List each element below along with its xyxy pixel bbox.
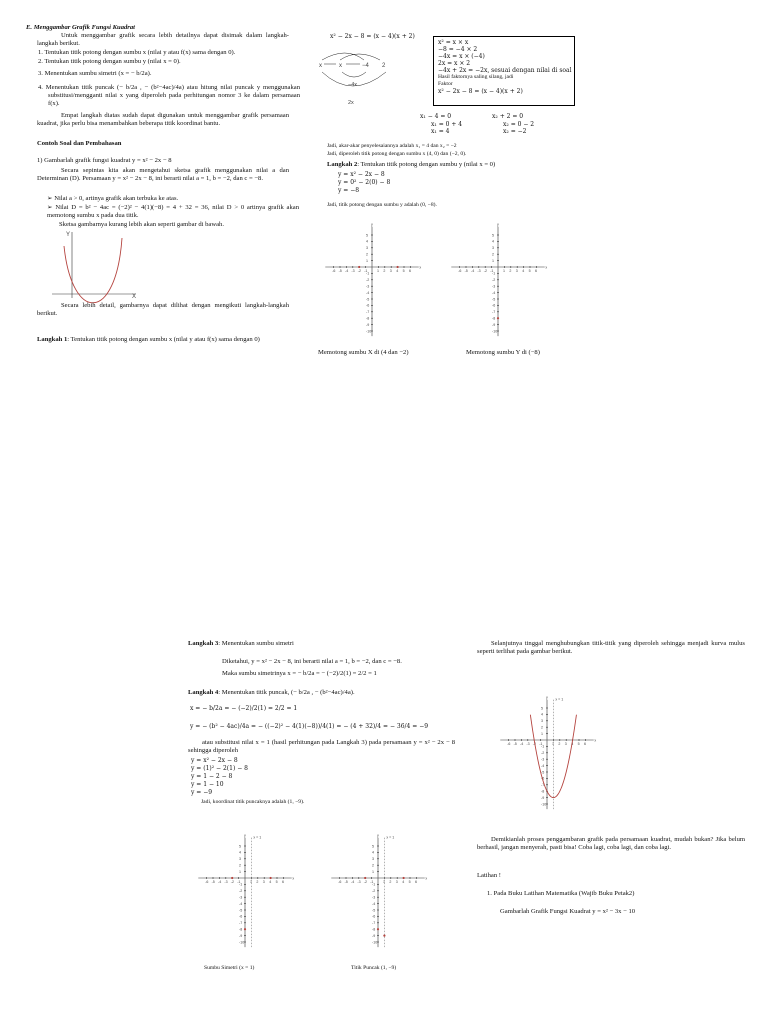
y-tick-label: -10 <box>541 802 547 807</box>
x-tick-label: -3 <box>351 269 355 273</box>
caption-y-intercept: Memotong sumbu Y di (−8) <box>466 349 540 356</box>
factor-line: Hasil faktornya saling silang, jadi <box>438 74 514 80</box>
x-tick-label: 6 <box>535 269 537 273</box>
sketch-note: Sketsa gambarnya kurang lebih akan seperti gambar di bawah. <box>59 221 224 228</box>
y-tick-label: 2 <box>492 252 494 257</box>
step4-line-1: y = x² − 2x − 8 <box>191 757 238 764</box>
step4-line-2: y = (1)² − 2(1) − 8 <box>191 765 248 772</box>
step2-line-1: y = x² − 2x − 8 <box>338 171 385 178</box>
step3-label: Langkah 3 <box>188 640 219 647</box>
y-tick-label: -2 <box>541 751 545 756</box>
factor-line: 2x = x × 2 <box>438 60 471 67</box>
root-left-1: x₁ − 4 = 0 <box>420 113 452 120</box>
x-axis-letter: x <box>419 265 422 270</box>
factor-line: x² − 2x − 8 = (x − 4)(x + 2) <box>438 88 523 95</box>
step4-desc: : Menentukan titik puncak, (− b/2a , − (b²−4ac)/4a). <box>218 689 355 696</box>
y-tick-label: -1 <box>372 882 376 887</box>
y-axis-letter: y <box>377 833 379 838</box>
y-tick-label: -7 <box>372 921 376 926</box>
y-axis-letter: y <box>244 833 246 838</box>
x-tick-label: -2 <box>532 742 537 746</box>
x-tick-label: 6 <box>282 880 284 884</box>
bullet-a-text: Nilai a > 0, artinya grafik akan terbuka ke atas. <box>54 195 179 202</box>
x-tick-label: 5 <box>577 742 580 746</box>
y-tick-label: -8 <box>492 316 496 321</box>
x-tick-label: -2 <box>363 880 368 884</box>
x-axis-letter: x <box>594 738 597 743</box>
factor-line: Faktor <box>438 81 453 87</box>
x-tick-label: -6 <box>507 742 511 746</box>
x-tick-label: -1 <box>364 269 368 273</box>
caption-x-intercepts: Memotong sumbu X di (4 dan −2) <box>318 349 409 356</box>
factor-equation: x² − 2x − 8 = (x − 4)(x + 2) <box>330 33 415 40</box>
x-tick-label: 5 <box>408 880 411 884</box>
y-tick-label: 4 <box>541 712 543 717</box>
x-tick-label: 1 <box>503 269 505 273</box>
y-tick-label: -2 <box>239 889 243 894</box>
diagram-x2: x <box>339 63 342 69</box>
y-tick-label: -10 <box>372 940 378 945</box>
step2-label: Langkah 2 <box>327 161 358 168</box>
y-tick-label: 2 <box>541 725 543 730</box>
y-tick-label: 3 <box>492 246 494 251</box>
step4-y-line: y = − (b² − 4ac)/4a = − ((−2)² − 4(1)(−8))/4(1) = − (4 + 32)/4 = − 36/4 = −9 <box>190 723 429 730</box>
y-tick-label: 4 <box>492 239 494 244</box>
step1-label: Langkah 1 <box>37 336 68 343</box>
x-tick-label: 6 <box>584 742 586 746</box>
y-tick-label: -9 <box>492 322 496 327</box>
y-tick-label: -7 <box>541 783 545 788</box>
x-tick-label: -4 <box>471 269 475 273</box>
y-tick-label: -9 <box>541 795 545 800</box>
y-tick-label: -3 <box>541 757 545 762</box>
x-tick-label: -3 <box>224 880 228 884</box>
y-tick-label: 1 <box>366 258 368 263</box>
x-tick-label: -2 <box>230 880 235 884</box>
y-tick-label: 1 <box>239 869 241 874</box>
y-tick-label: -8 <box>366 316 370 321</box>
x-tick-label: 1 <box>383 880 385 884</box>
bullet-d-text: Nilai D = b² − 4ac = (−2)² − 4(1)(−8) = 4 + 32 = 36, nilai D > 0 artinya grafik akan memotong sumbu x pada dua titik. <box>47 204 299 220</box>
y-tick-label: -5 <box>541 770 545 775</box>
y-tick-label: -6 <box>366 303 370 308</box>
diagram-x1: x <box>319 63 322 69</box>
y-axis-letter: y <box>546 695 548 700</box>
y-tick-label: 1 <box>541 731 543 736</box>
step4-line-4: y = 1 − 10 <box>191 781 224 788</box>
x-tick-label: 1 <box>552 742 554 746</box>
y-tick-label: 3 <box>372 857 374 862</box>
symmetry-axis-label: x = 1 <box>253 835 262 840</box>
y-tick-label: -1 <box>239 882 243 887</box>
bullet-discriminant: ➢ Nilai D = b² − 4ac = (−2)² − 4(1)(−8) = 4 + 32 = 36, nilai D > 0 artinya grafik akan memotong sumbu x pada dua titik. <box>47 204 299 220</box>
caption-vertex: Titik Puncak (1, −9) <box>351 965 397 971</box>
y-tick-label: 2 <box>239 863 241 868</box>
section-title: E. Menggambar Grafik Fungsi Kuadrat <box>26 24 136 31</box>
y-tick-label: 3 <box>366 246 368 251</box>
diagram-p2: 2 <box>382 63 386 69</box>
step4-label: Langkah 4 <box>188 689 219 696</box>
x-axis-letter: x <box>292 876 295 881</box>
y-tick-label: 5 <box>372 844 374 849</box>
sketch-x-label: X <box>132 294 137 300</box>
x-tick-label: 4 <box>269 880 272 884</box>
x-tick-label: -5 <box>464 269 468 273</box>
x-tick-label: 2 <box>383 269 386 273</box>
x-tick-label: -1 <box>490 269 494 273</box>
x-tick-label: -1 <box>237 880 241 884</box>
step4-result: Jadi, koordinat titik puncaknya adalah (1, −9). <box>201 799 305 805</box>
y-tick-label: -5 <box>239 908 243 913</box>
section-closing: Empat langkah diatas sudah dapat digunakan untuk menggambar grafik persamaan kuadrat, jika perlu bisa menambahkan beberapa titik koordinat bantu. <box>37 112 289 128</box>
y-tick-label: -2 <box>372 889 376 894</box>
x-tick-label: 4 <box>571 742 574 746</box>
x-tick-label: 4 <box>396 269 399 273</box>
detail-text: Secara lebih detail, gambarnya dapat dilihat dengan mengikuti langkah-langkah berikut. <box>37 302 289 318</box>
caption-symmetry: Sumbu Simetri (x = 1) <box>204 965 255 971</box>
x-tick-label: -5 <box>344 880 348 884</box>
y-tick-label: -6 <box>239 914 243 919</box>
y-tick-label: -4 <box>541 763 545 768</box>
x-tick-label: -5 <box>211 880 215 884</box>
y-tick-label: 4 <box>239 850 241 855</box>
final-text-1: Selanjutnya tinggal menghubungkan titik-titik yang diperoleh sehingga menjadi kurva mulus seperti terlihat pada gambar berikut. <box>477 640 745 656</box>
y-tick-label: 4 <box>366 239 368 244</box>
x-tick-label: 6 <box>409 269 411 273</box>
y-tick-label: -3 <box>239 895 243 900</box>
root-left-3: x₁ = 4 <box>431 128 450 135</box>
x-tick-label: 2 <box>558 742 561 746</box>
y-tick-label: -1 <box>366 271 370 276</box>
y-axis-letter: y <box>371 222 373 227</box>
x-tick-label: 5 <box>275 880 278 884</box>
y-tick-label: 1 <box>372 869 374 874</box>
x-tick-label: -4 <box>520 742 524 746</box>
y-tick-label: 5 <box>366 233 368 238</box>
exercise-1: 1. Pada Buku Latihan Matematika (Wajib Buku Petak2) <box>487 890 635 897</box>
step-item-4: 4. Menentukan titik puncak (− b/2a , − (b²−4ac)/4a) atau hitung nilai puncak y menggunakan substitusi/mengganti nilai x yang diperoleh pada perhitungan nomor 3 ke dalam persamaan f(x). <box>38 84 300 108</box>
factor-line: x² = x × x <box>438 39 469 46</box>
x-tick-label: -3 <box>357 880 361 884</box>
y-tick-label: 5 <box>492 233 494 238</box>
step4-line-5: y = −9 <box>191 789 213 796</box>
y-tick-label: 1 <box>492 258 494 263</box>
x-tick-label: -3 <box>477 269 481 273</box>
y-tick-label: 5 <box>541 706 543 711</box>
diagram-m4x: −4x <box>348 82 358 88</box>
exercise-2: Gambarlah Grafik Fungsi Kuadrat y = x² − 3x − 10 <box>500 908 636 915</box>
y-tick-label: -4 <box>492 290 496 295</box>
x-tick-label: -3 <box>526 742 530 746</box>
x-tick-label: -6 <box>205 880 209 884</box>
latihan-title: Latihan ! <box>477 872 501 879</box>
y-tick-label: -6 <box>372 914 376 919</box>
x-tick-label: 3 <box>395 880 398 884</box>
y-tick-label: -1 <box>492 271 496 276</box>
step-item-1: 1. Tentukan titik potong dengan sumbu x (nilai y atau f(x) sama dengan 0). <box>38 49 236 56</box>
step4-subst: atau substitusi nilai x = 1 (hasil perhitungan pada Langkah 3) pada persamaan y = x² − 2x − 8 sehingga diperoleh <box>188 739 455 755</box>
x-axis-letter: x <box>545 265 548 270</box>
factor-line: −4x + 2x = −2x, sesuai dengan nilai di soal <box>438 67 572 74</box>
step2-desc: : Tentukan titik potong dengan sumbu y (nilai x = 0) <box>357 161 496 168</box>
diagram-2x: 2x <box>348 100 354 106</box>
step-item-3: 3. Menentukan sumbu simetri (x = − b/2a). <box>38 70 152 77</box>
y-tick-label: -5 <box>492 297 496 302</box>
y-tick-label: 2 <box>372 863 374 868</box>
xintercept-conclusion: Jadi, diperoleh titik potong dengan sumbu x (4, 0) dan (−2, 0). <box>327 151 467 157</box>
root-left-2: x₁ = 0 + 4 <box>431 121 463 128</box>
x-tick-label: -6 <box>458 269 462 273</box>
y-tick-label: -3 <box>492 284 496 289</box>
y-tick-label: -3 <box>372 895 376 900</box>
y-tick-label: -10 <box>366 329 372 334</box>
symmetry-axis-label: x = 1 <box>555 697 564 702</box>
bullet-a-positive: ➢ Nilai a > 0, artinya grafik akan terbuka ke atas. <box>47 195 179 202</box>
x-tick-label: 6 <box>415 880 417 884</box>
step4-x-line: x = − b/2a = − (−2)/2(1) = 2/2 = 1 <box>190 705 298 712</box>
x-tick-label: -6 <box>338 880 342 884</box>
root-right-1: x₂ + 2 = 0 <box>492 113 524 120</box>
y-tick-label: -10 <box>492 329 498 334</box>
x-tick-label: -2 <box>357 269 362 273</box>
y-tick-label: -8 <box>541 789 545 794</box>
y-tick-label: -8 <box>239 927 243 932</box>
y-tick-label: 5 <box>239 844 241 849</box>
step2-line-2: y = 0² − 2(0) − 8 <box>338 179 391 186</box>
y-tick-label: -9 <box>239 933 243 938</box>
x-tick-label: 3 <box>389 269 392 273</box>
x-tick-label: 1 <box>377 269 379 273</box>
y-tick-label: -8 <box>372 927 376 932</box>
root-right-3: x₂ = −2 <box>503 128 527 135</box>
step2-line-3: y = −8 <box>338 187 360 194</box>
y-tick-label: -2 <box>366 278 370 283</box>
x-tick-label: -1 <box>539 742 543 746</box>
y-tick-label: -7 <box>492 310 496 315</box>
y-tick-label: -5 <box>366 297 370 302</box>
y-tick-label: -7 <box>239 921 243 926</box>
y-tick-label: -5 <box>372 908 376 913</box>
x-tick-label: 4 <box>522 269 525 273</box>
x-tick-label: -1 <box>370 880 374 884</box>
x-tick-label: 2 <box>509 269 512 273</box>
x-tick-label: 3 <box>262 880 265 884</box>
y-tick-label: -2 <box>492 278 496 283</box>
y-tick-label: 2 <box>366 252 368 257</box>
y-tick-label: -6 <box>492 303 496 308</box>
y-tick-label: -3 <box>366 284 370 289</box>
y-tick-label: -1 <box>541 744 545 749</box>
roots-conclusion: Jadi, akar-akar penyelesaiannya adalah x₁ = 4 dan x₂ = −2 <box>327 143 457 149</box>
symmetry-axis-label: x = 1 <box>386 835 395 840</box>
step3-desc: : Menentukan sumbu simetri <box>218 640 294 647</box>
x-axis-letter: x <box>425 876 428 881</box>
x-tick-label: 5 <box>402 269 405 273</box>
example-title: Contoh Soal dan Pembahasan <box>37 140 122 147</box>
root-right-2: x₂ = 0 − 2 <box>503 121 535 128</box>
step2-result: Jadi, titik potong dengan sumbu y adalah (0, −8). <box>327 202 437 208</box>
x-tick-label: 2 <box>256 880 259 884</box>
step3-known: Diketahui, y = x² − 2x − 8, ini berarti nilai a = 1, b = −2, dan c = −8. <box>222 658 402 665</box>
x-tick-label: 3 <box>515 269 518 273</box>
x-tick-label: 5 <box>528 269 531 273</box>
diagram-m4: −4 <box>362 63 369 69</box>
x-tick-label: -5 <box>513 742 517 746</box>
y-tick-label: 3 <box>239 857 241 862</box>
x-tick-label: 3 <box>564 742 567 746</box>
final-text-2: Demikianlah proses penggambaran grafik pada persamaan kuadrat, mudah bukan? Jika belum berhasil, jangan menyerah, pasti bisa! Coba lagi, coba lagi, dan coba lagi. <box>477 836 745 852</box>
x-tick-label: -2 <box>483 269 488 273</box>
y-tick-label: -9 <box>372 933 376 938</box>
step4-line-3: y = 1 − 2 − 8 <box>191 773 233 780</box>
y-tick-label: -9 <box>366 322 370 327</box>
x-tick-label: -4 <box>351 880 355 884</box>
y-tick-label: -6 <box>541 776 545 781</box>
x-tick-label: -4 <box>218 880 222 884</box>
step1-desc: : Tentukan titik potong dengan sumbu x (nilai y atau f(x) sama dengan 0) <box>67 336 260 343</box>
y-tick-label: -10 <box>239 940 245 945</box>
x-tick-label: 1 <box>250 880 252 884</box>
section-intro: Untuk menggambar grafik secara lebih detailnya dapat disimak dalam langkah-langkah berikut. <box>37 32 289 48</box>
y-tick-label: -4 <box>239 901 243 906</box>
factor-line: −8 = −4 × 2 <box>438 46 478 53</box>
y-tick-label: -4 <box>366 290 370 295</box>
x-tick-label: -5 <box>338 269 342 273</box>
y-tick-label: 4 <box>372 850 374 855</box>
y-axis-letter: y <box>497 222 499 227</box>
x-tick-label: 2 <box>389 880 392 884</box>
x-tick-label: 4 <box>402 880 405 884</box>
example-analysis: Secara sepintas kita akan mengetahui sketsa grafik menggunakan nilai a dan Determinan (D). Persamaan y = x² − 2x − 8, ini berarti nilai a = 1, b = −2, dan c = −8. <box>37 167 289 183</box>
y-tick-label: 3 <box>541 719 543 724</box>
y-tick-label: -7 <box>366 310 370 315</box>
factor-line: −4x = x × (−4) <box>438 53 485 60</box>
y-tick-label: -4 <box>372 901 376 906</box>
step3-axis: Maka sumbu simetrinya x = − b/2a = − (−2)/2(1) = 2/2 = 1 <box>222 670 377 677</box>
sketch-y-label: Y <box>66 232 71 238</box>
x-tick-label: -6 <box>332 269 336 273</box>
example-problem: 1) Gambarlah grafik fungsi kuadrat y = x² − 2x − 8 <box>37 157 172 164</box>
step-item-2: 2. Tentukan titik potong dengan sumbu y (nilai x = 0). <box>38 58 181 65</box>
x-tick-label: -4 <box>345 269 349 273</box>
